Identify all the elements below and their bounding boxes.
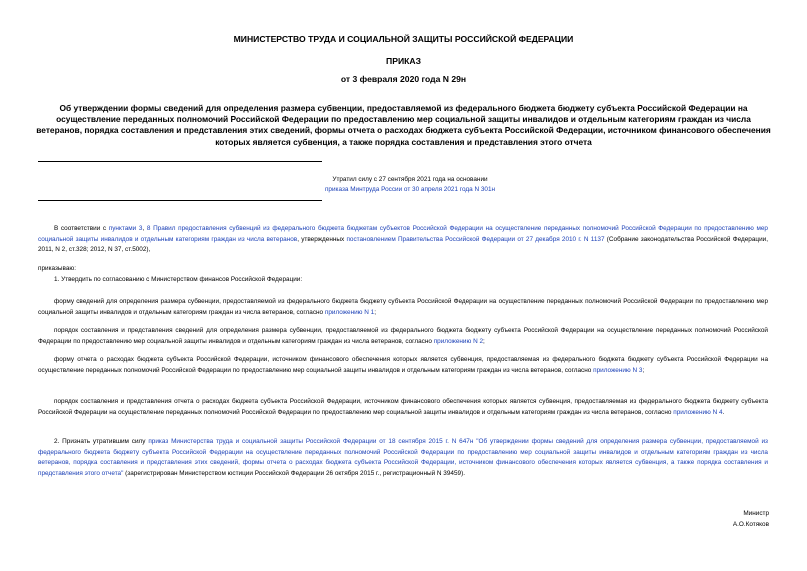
preamble-text-4: (Собрание законодательства Российской Федерации, 2011, N 2, ст.328; 2012, N 37, ст.5002), [38,235,768,254]
repealed-order-link[interactable]: приказ Министерства труда и социальной защиты Российской Федерации от 18 сентября 2015 г. N 647н "Об утверждении формы сведений для определения размера субвенции, предоставляемой из федерального бюджета бюджету субъекта Российской Федерации на осуществление переданных полномочий Российской Федерации по предоставлению мер социальной защиты инвалидов и отдельным категориям граждан из числа ветеранов, порядка составления и представления этих сведений, формы отчета о расходах бюджета субъекта Российской Федерации, источником финансового обеспечения которых является субвенция, а также порядка составления и представления этого отчета" [38,438,768,477]
preamble-text-1: В соответствии с [54,225,109,232]
subitem-2 [38,326,768,347]
subitem-4 [38,397,768,418]
appendix-1-link[interactable]: приложению N 1 [324,308,375,316]
subitem-3-end: ; [642,366,645,374]
repeal-note: Утратил силу с 27 сентября 2021 года на основании [332,176,488,183]
item-1-text: 1. Утвердить по согласованию с Министерством финансов Российской Федерации: [54,276,303,283]
subitem-1 [38,297,768,318]
ministry-name: МИНИСТЕРСТВО ТРУДА И СОЦИАЛЬНОЙ ЗАЩИТЫ РОССИЙСКОЙ ФЕДЕРАЦИИ [233,34,574,44]
subitem-4-end: . [722,408,725,416]
item-2-text: 2. Признать утратившим силу [54,438,149,445]
rules-link[interactable]: 8 Правил предоставления субвенций из федерального бюджета бюджетам субъектов Российской Федерации на осуществление переданных полномочий Российской Федерации по предоставлению мер социальной защиты инвалидов и отдельным категориям граждан из числа ветеранов [38,225,768,243]
separator-top [38,161,322,162]
document-title: Об утверждении формы сведений для определения размера субвенции, предоставляемой из федерального бюджета бюджету субъекта Российской Федерации на осуществление переданных полномочий Российской Федерации по предоставлению мер социальной защиты инвалидов и отдельным категориям граждан из числа ветеранов, порядка составления и представления этих сведений, формы отчета о расходах бюджета субъекта Российской Федерации, источником финансового обеспечения которых является субвенция, а также порядка составления и представления этого отчета [36,103,771,147]
document-date-number: от 3 февраля 2020 года N 29н [340,74,467,84]
document-type: ПРИКАЗ [386,56,421,66]
item-1 [38,275,768,286]
preamble-text-2: , [142,225,147,232]
subitem-2-text: порядок составления и представления сведений для определения размера субвенции, предоставляемой из федерального бюджета бюджету субъекта Российской Федерации на осуществление переданных полномочий Российской Федерации по предоставлению мер социальной защиты инвалидов и отдельным категориям граждан из числа ветеранов, согласно [38,327,768,345]
government-decree-link[interactable]: постановлением Правительства Российской Федерации от 27 декабря 2010 г. N 1137 [346,235,605,243]
repeal-order-link[interactable]: приказа Минтруда России от 30 апреля 2021 года N 301н [324,186,496,193]
preamble-paragraph [38,224,768,256]
subitem-2-end: ; [483,337,485,345]
separator-bottom [38,200,322,201]
repeal-note-link-line [250,185,570,195]
item-2 [38,437,768,479]
signature-position: Министр [743,510,769,517]
item-2-end: (зарегистрирован Министерством юстиции Российской Федерации 26 октября 2015 г., регистрационный N 39459). [123,469,465,477]
rules-points-link[interactable]: пунктами 3 [108,225,143,232]
subitem-1-text: форму сведений для определения размера субвенции, предоставляемой из федерального бюджета бюджету субъекта Российской Федерации на осуществление переданных полномочий Российской Федерации по предоставлению мер социальной защиты инвалидов и отдельным категориям граждан из числа ветеранов, согласно [38,298,768,316]
appendix-3-link[interactable]: приложению N 3 [593,366,643,374]
subitem-3-text: форму отчета о расходах бюджета субъекта Российской Федерации, источником финансового обеспечения которых является субвенция, предоставляемая из федерального бюджета бюджету субъекта Российской Федерации на осуществление переданных полномочий Российской Федерации по предоставлению мер социальной защиты инвалидов и отдельным категориям граждан из числа ветеранов, согласно [38,356,768,374]
appendix-2-link[interactable]: приложению N 2 [433,337,484,345]
signature-name: А.О.Котяков [732,521,769,528]
order-word: приказываю: [38,265,76,272]
subitem-4-text: порядок составления и представления отчета о расходах бюджета субъекта Российской Федерации, источником финансового обеспечения которых является субвенция, предоставляемая из федерального бюджета бюджету субъекта Российской Федерации на осуществление переданных полномочий Российской Федерации по предоставлению мер социальной защиты инвалидов и отдельным категориям граждан из числа ветеранов, согласно [38,398,768,416]
preamble-text-3: , утвержденных [297,235,347,243]
subitem-3 [38,355,768,376]
subitem-1-end: ; [374,308,376,316]
appendix-4-link[interactable]: приложению N 4 [673,408,723,416]
